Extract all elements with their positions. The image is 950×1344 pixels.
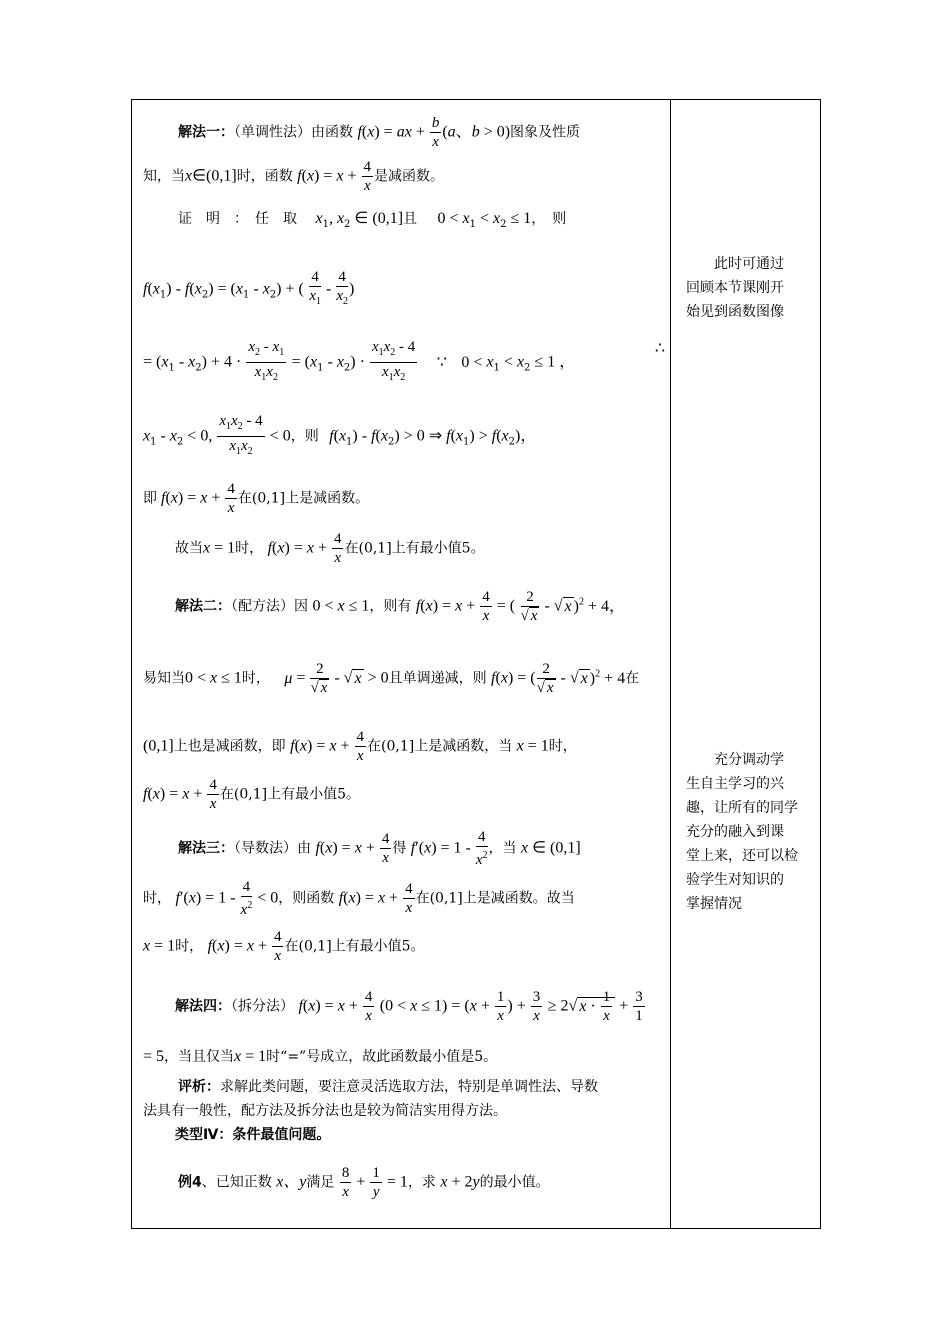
method3-line1: 解法三：（导数法）由 f(x) = x + $\frac{4}{x}$ 得 f′(x) = 1 - $\frac{4}{x^2}$ ，当 x ∈ (0,1] xyxy=(178,829,581,868)
method3-line2: 时， f′(x) = 1 - $\frac{4}{x^2}$ < 0，则函数 f(x) = x + $\frac{4}{x}$ 在(0,1]上是减函数。故当 xyxy=(143,879,575,918)
method4-line1: 解法四：（拆分法） f(x) = x + $\frac{4}{x}$ (0 < x ≤ 1) = (x + $\frac{1}{x}$ ) + $\frac{3}{x}$ ≥ 2√ x · $\frac{1}{x}$ + $\frac{3}{1}$ xyxy=(175,989,643,1025)
method1-min: 故当x = 1时， f(x) = x + $\frac{4}{x}$ 在(0,1]上有最小值5。 xyxy=(175,531,485,566)
method2-line3: (0,1]上也是减函数，即 f(x) = x + $\frac{4}{x}$ 在(0,1]上是减函数，当 x = 1时， xyxy=(143,729,577,764)
comment-line2: 法具有一般性，配方法及拆分法也是较为简洁实用得方法。 xyxy=(143,1103,507,1119)
type4-heading: 类型Ⅳ：条件最值问题。 xyxy=(175,1127,331,1143)
comment-line1: 评析：求解此类问题，要注意灵活选取方法，特别是单调性法、导数 xyxy=(178,1079,598,1095)
method2-line1: 解法二：（配方法）因 0 < x ≤ 1，则有 f(x) = x + $\frac{4}{x}$ = ( $\frac{2}{√ x}$ - √ x )$^2$ + 4， xyxy=(175,589,626,624)
method1-diff: $f(x_1) - f(x_2) = (x_1 - x_2)$ + ( $\frac{4}{x_1}$ - $\frac{4}{x_2}$ ) xyxy=(143,269,355,307)
side-note-2: 充分调动学 生自主学习的兴 趣，让所有的同学 充分的融入到课 堂上来，还可以检 验学生对知识的 掌握情况 xyxy=(686,752,798,912)
method1-simplify: = $(x_1 - x_2) + 4$ · $\frac{x_2 - x_1}{x_1x_2}$ = $(x_1 - x_2)$ · $\frac{x_1x_2 - 4}{x_1x_2}$ ∵ $0 < x_1 < x_2 \le 1$ ， ∴ xyxy=(143,339,665,383)
column-divider xyxy=(670,99,671,1229)
method2-line4: f(x) = x + $\frac{4}{x}$ 在(0,1]上有最小值5。 xyxy=(143,777,360,812)
example4: 例4、已知正数 x、y满足 $\frac{8}{x}$ + $\frac{1}{y}$ = 1，求 x + 2y的最小值。 xyxy=(178,1165,550,1200)
method4-line2: = 5，当且仅当x = 1时“=”号成立，故此函数最小值是5。 xyxy=(143,1048,498,1065)
method2-line2: 易知当0 < x ≤ 1时， μ = $\frac{2}{√ x}$ - √ x > 0且单调递减，则 f(x) = ( $\frac{2}{√ x}$ - √ x )$^2$ + 4在 xyxy=(143,661,640,696)
method1-sign: $x_1 - x_2 < 0$, $\frac{x_1x_2 - 4}{x_1x_2}$ < 0，则 $f(x_1) - f(x_2) > 0$ ⇒ $f(x_1) > f(x_2)$， xyxy=(143,413,537,457)
method1-line1: 解法一：（单调性法）由函数 f(x) = ax + $\frac{b}{x}$ (a、b > 0)图象及性质 xyxy=(178,115,581,150)
side-note-1: 此时可通过 回顾本节课刚开 始见到函数图像 xyxy=(686,256,784,320)
method3-line3: x = 1时， f(x) = x + $\frac{4}{x}$ 在(0,1]上有最小值5。 xyxy=(143,929,425,964)
method1-conclusion: 即 f(x) = x + $\frac{4}{x}$ 在(0,1]上是减函数。 xyxy=(143,481,370,516)
method1-line2: 知，当x∈(0,1]时，函数 f(x) = x + $\frac{4}{x}$ 是减函数。 xyxy=(143,159,445,194)
method1-proof: 证 明 ： 任 取 $x_1$, $x_2$ ∈ (0,1]且 $0 < x_1 < x_2 \le 1$， 则 xyxy=(178,210,567,230)
